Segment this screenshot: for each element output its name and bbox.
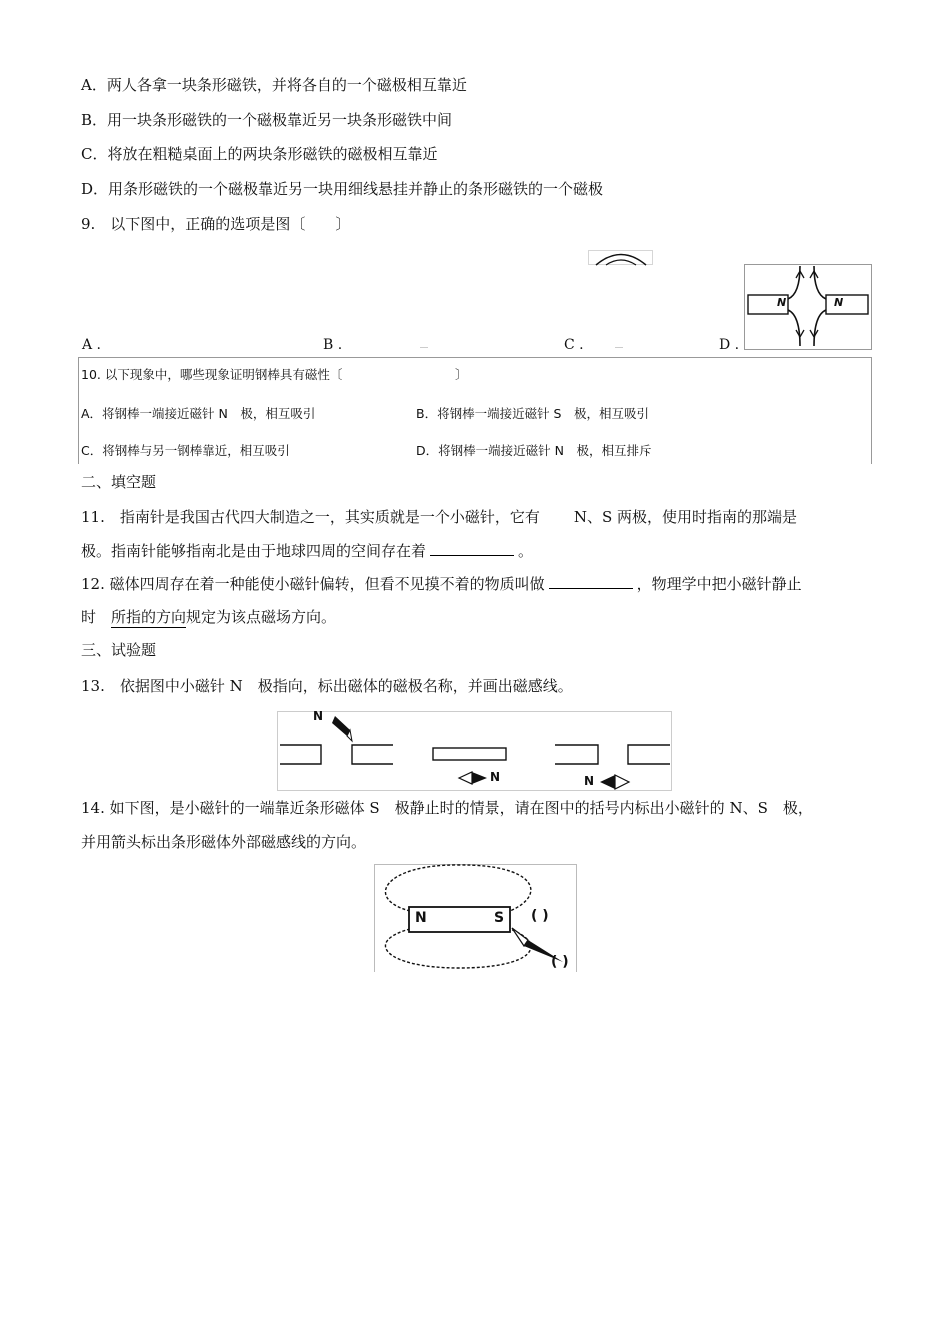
q14-line1: 14. 如下图，是小磁针的一端靠近条形磁体 S 极静止时的情景，请在图中的括号内标出小磁针的 N、S 极， (81, 799, 813, 817)
q10-stem: 10. 以下现象中，哪些现象证明钢棒具有磁性〔 (81, 367, 343, 382)
q10-option-d: D．将钢棒一端接近磁针 N 极，相互排斥 (416, 443, 652, 458)
q10-option-a: A．将钢棒一端接近磁针 N 极，相互吸引 (81, 406, 316, 421)
q10-option-b: B．将钢棒一端接近磁针 S 极，相互吸引 (416, 406, 649, 421)
section-title-experiment: 三、试验题 (81, 641, 157, 659)
q9-figure-d-drawing (744, 264, 870, 348)
q9-stem: 9. 以下图中，正确的选项是图〔 〕 (81, 215, 351, 233)
q14-needle-paren-bottom[interactable]: ( ) (551, 954, 569, 970)
q9-label-a: A . (82, 337, 102, 353)
q14-line2: 并用箭头标出条形磁体外部磁感线的方向。 (81, 833, 367, 851)
q9-label-d: D . (719, 337, 740, 353)
q12-underlined-phrase: 所指的方向 (111, 608, 187, 626)
q14-magnet-pole-n: N (415, 910, 427, 926)
q9-figure-c-fragment (588, 250, 654, 266)
q12-line2-b: 规定为该点磁场方向。 (186, 608, 337, 626)
q9-fig-d-pole-right: N (834, 296, 844, 309)
q12-line2-a: 时 (81, 608, 97, 626)
q13-figure-drawing (277, 711, 672, 791)
q9-label-b: B . (323, 337, 343, 353)
q11-blank[interactable] (430, 541, 514, 556)
section-title-fill-in: 二、填空题 (81, 473, 157, 491)
q14-magnet-pole-s: S (494, 910, 505, 926)
q11-line2-b: 。 (518, 542, 534, 560)
q9-label-c: C . (564, 337, 584, 353)
q12-line1-a: 12. 磁体四周存在着一种能使小磁针偏转，但看不见摸不着的物质叫做 (81, 575, 545, 593)
q8-option-d: D．用条形磁铁的一个磁极靠近另一块用细线悬挂并静止的条形磁铁的一个磁极 (81, 180, 604, 198)
q10-option-c: C．将钢棒与另一钢棒靠近，相互吸引 (81, 443, 290, 458)
q13-needle1-n: N (313, 709, 324, 723)
q13-stem: 13. 依据图中小磁针 N 极指向，标出磁体的磁极名称，并画出磁感线。 (81, 677, 573, 695)
q8-option-b: B．用一块条形磁铁的一个磁极靠近另一块条形磁铁中间 (81, 111, 453, 129)
q13-needle3-n: N (584, 774, 595, 788)
q10-close-bracket: 〕 (455, 367, 468, 382)
q11-line1-b: N、S 两极，使用时指南的那端是 (573, 508, 798, 526)
q13-needle2-n: N (490, 770, 501, 784)
q14-needle-paren-top[interactable]: ( ) (531, 908, 549, 924)
q11-line1-a: 11. 指南针是我国古代四大制造之一，其实质就是一个小磁针，它有 (81, 508, 540, 526)
q8-option-a: A．两人各拿一块条形磁铁，并将各自的一个磁极相互靠近 (81, 76, 467, 94)
q12-blank[interactable] (549, 574, 633, 589)
q11-line2-a: 极。指南针能够指南北是由于地球四周的空间存在着 (81, 542, 427, 560)
q12-line1-b: ，物理学中把小磁针静止 (636, 575, 802, 593)
q9-fig-d-pole-left: N (777, 296, 787, 309)
q8-option-c: C．将放在粗糙桌面上的两块条形磁铁的磁极相互靠近 (81, 145, 438, 163)
